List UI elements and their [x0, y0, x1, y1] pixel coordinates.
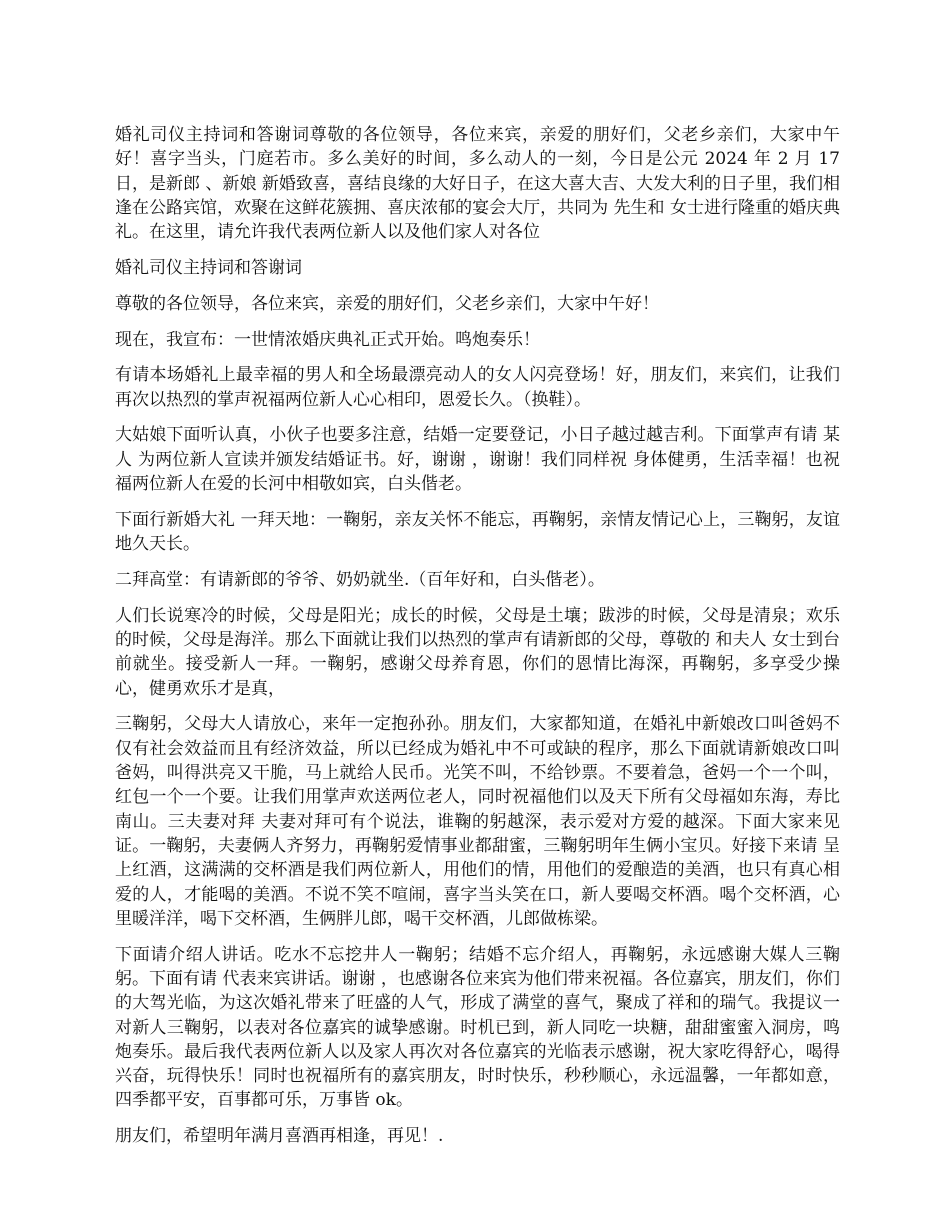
intro-paragraph: 婚礼司仪主持词和答谢词尊敬的各位领导，各位来宾，亲爱的朋好们，父老乡亲们，大家中午好！喜字当头，门庭若市。多么美好的时间，多么动人的一刻，今日是公元 2024 年 2 月 17 日，是新郎 、新娘 新婚致喜，喜结良缘的大好日子，在这大喜大吉、大发大利的日子里，我们相逢在公路宾馆，欢聚在这鲜花簇拥、喜庆浓郁的宴会大厅，共同为 先生和 女士进行隆重的婚庆典礼。在这里，请允许我代表两位新人以及他们家人对各位 — [115, 125, 840, 243]
greeting-paragraph: 尊敬的各位领导，各位来宾，亲爱的朋好们，父老乡亲们，大家中午好！ — [115, 293, 659, 314]
marriage-certificate-paragraph: 大姑娘下面听认真，小伙子也要多注意，结婚一定要登记，小日子越过越吉利。下面掌声有请 某人 为两位新人宣读并颁发结婚证书。好，谢谢 ，谢谢！我们同样祝 身体健勇，生活幸福！也祝福两位新人在爱的长河中相敬如宾，白头偕老。 — [115, 425, 840, 495]
opening-announcement-paragraph: 现在，我宣布：一世情浓婚庆典礼正式开始。鸣炮奏乐！ — [115, 329, 540, 350]
document-body — [115, 123, 840, 1160]
bow-to-elders-paragraph: 二拜高堂：有请新郎的爷爷、奶奶就坐.（百年好和，白头偕老）。 — [115, 569, 605, 590]
parents-tribute-paragraph: 人们长说寒冷的时候，父母是阳光；成长的时候，父母是土壤；跋涉的时候，父母是清泉；欢乐的时候，父母是海洋。那么下面就让我们以热烈的掌声有请新郎的父母，尊敬的 和夫人 女士到台前就坐。接受新人一拜。一鞠躬，感谢父母养育恩，你们的恩情比海深，再鞠躬，多享受少操心，健勇欢乐才是真， — [115, 605, 840, 699]
couple-entrance-paragraph: 有请本场婚礼上最幸福的男人和全场最漂亮动人的女人闪亮登场！好，朋友们，来宾们，让我们再次以热烈的掌声祝福两位新人心心相印，恩爱长久。（换鞋）。 — [115, 365, 840, 410]
ceremony-main-paragraph: 三鞠躬，父母大人请放心，来年一定抱孙孙。朋友们，大家都知道，在婚礼中新娘改口叫爸妈不仅有社会效益而且有经济效益，所以已经成为婚礼中不可或缺的程序，那么下面就请新娘改口叫爸妈，叫得洪亮又干脆，马上就给人民币。光笑不叫，不给钞票。不要着急，爸妈一个一个叫，红包一个一个要。让我们用掌声欢送两位老人，同时祝福他们以及天下所有父母福如东海，寿比南山。三夫妻对拜 夫妻对拜可有个说法，谁鞠的躬越深，表示爱对方爱的越深。下面大家来见证。一鞠躬，夫妻俩人齐努力，再鞠躬爱情事业都甜蜜，三鞠躬明年生俩小宝贝。好接下来请 呈上红酒，这满满的交杯酒是我们两位新人，用他们的情，用他们的爱酿造的美酒，也只有真心相爱的人，才能喝的美酒。不说不笑不喧闹，喜字当头笑在口，新人要喝交杯酒。喝个交杯酒，心里暖洋洋，喝下交杯酒，生俩胖儿郎，喝干交杯酒，儿郎做栋梁。 — [115, 714, 840, 929]
bow-to-heaven-paragraph: 下面行新婚大礼 一拜天地：一鞠躬，亲友关怀不能忘，再鞠躬，亲情友情记心上，三鞠躬，友谊地久天长。 — [115, 509, 840, 555]
farewell-paragraph: 朋友们，希望明年满月喜酒再相逢，再见！. — [115, 1126, 444, 1147]
document-heading: 婚礼司仪主持词和答谢词 — [115, 257, 302, 278]
closing-thanks-paragraph: 下面请介绍人讲话。吃水不忘挖井人一鞠躬；结婚不忘介绍人，再鞠躬，永远感谢大媒人三鞠躬。下面有请 代表来宾讲话。谢谢 ，也感谢各位来宾为他们带来祝福。各位嘉宾，朋友们，你们的大驾光临，为这次婚礼带来了旺盛的人气，形成了满堂的喜气，聚成了祥和的瑞气。我提议一对新人三鞠躬，以表对各位嘉宾的诚挚感谢。时机已到，新人同吃一块糖，甜甜蜜蜜入洞房，鸣炮奏乐。最后我代表两位新人以及家人再次对各位嘉宾的光临表示感谢，祝大家吃得舒心，喝得兴奋，玩得快乐！同时也祝福所有的嘉宾朋友，时时快乐，秒秒顺心，永远温馨，一年都如意，四季都平安，百事都可乐，万事皆 ok。 — [115, 944, 840, 1111]
